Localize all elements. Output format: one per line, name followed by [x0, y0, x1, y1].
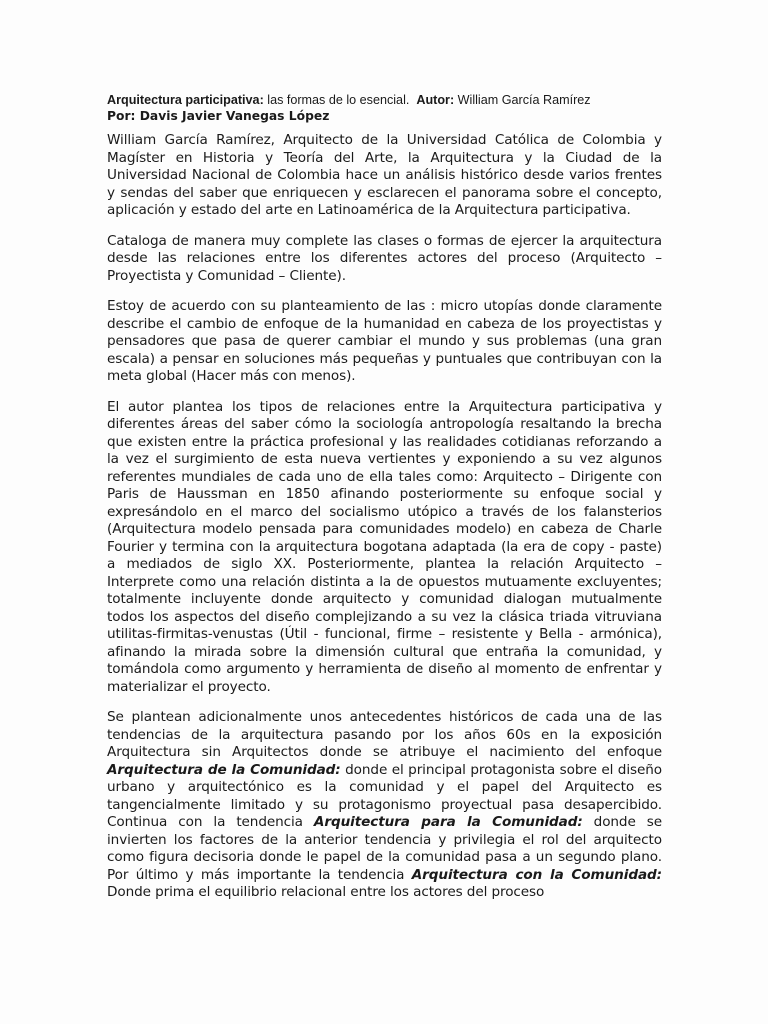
by-line: Por: Davis Javier Vanegas López — [107, 109, 330, 123]
paragraph-1: William García Ramírez, Arquitecto de la Universidad Católica de Colombia y Magíster en Historia y Teoría del Arte, la Arquitectura y la Ciudad de la Universidad Nacional de Colombia hace un análisis histórico desde varios frentes y sendas del saber que enriquecen y esclarecen el panorama sobre el concepto, aplicación y estado del arte en Latinoamérica de la Arquitectura participativa. — [107, 132, 662, 218]
paragraph-5 — [107, 709, 662, 902]
paragraph-5-text-3: donde se invierten los factores de la anterior tendencia y privilegia el rol del arquitecto como figura decisoria donde le papel de la comunidad pasa a un segundo plano. Por último y más importante la tendencia — [107, 814, 662, 883]
emphasis-arquitectura-para-la-comunidad: Arquitectura para la Comunidad: — [313, 814, 583, 830]
title-subtitle: las formas de lo esencial. — [263, 93, 410, 107]
paragraph-2: Cataloga de manera muy complete las clases o formas de ejercer la arquitectura desde las relaciones entre los diferentes actores del proceso (Arquitecto – Proyectista y Comunidad – Cliente). — [107, 232, 662, 284]
emphasis-arquitectura-de-la-comunidad: Arquitectura de la Comunidad: — [107, 761, 341, 778]
document-page — [107, 92, 662, 915]
title-bold: Arquitectura participativa: — [107, 93, 264, 107]
document-header — [107, 92, 662, 124]
paragraph-5-text-2: donde el principal protagonista sobre el diseño urbano y arquitectónico es la comunidad y el papel del Arquitecto es tangencialmente limitado y su protagonismo proyectual pasa desapercibido. Continua con la tendencia — [107, 761, 662, 830]
paragraph-4: El autor plantea los tipos de relaciones entre la Arquitectura participativa y diferentes áreas del saber cómo la sociología antropología resaltando la brecha que existen entre la práctica profesional y las realidades cotidianas reforzando a la vez el surgimiento de esta nueva vertientes y exponiendo a su vez algunos referentes mundiales de cada uno de ella tales como: Arquitecto – Dirigente con Paris de Haussman en 1850 afinando posteriormente su enfoque social y expresándolo en el marco del socialismo utópico a través de los falansterios (Arquitectura modelo pensada para comunidades modelo) en cabeza de Charle Fourier y termina con la arquitectura bogotana adaptada (la era de copy - paste) a mediados de siglo XX. Posteriormente, plantea la relación Arquitecto – Interprete como una relación distinta a la de opuestos mutuamente excluyentes; totalmente incluyente donde arquitecto y comunidad dialogan mutualmente todos los aspectos del diseño complejizando a su vez la clásica triada vitruviana utilitas-firmitas-venustas (Útil - funcional, firme – resistente y Bella - armónica), afinando la mirada sobre la dimensión cultural que entraña la comunidad, y tomándola como argumento y herramienta de diseño al momento de enfrentar y materializar el proyecto. — [107, 398, 662, 695]
paragraph-5-text-4: Donde prima el equilibrio relacional entre los actores del proceso — [107, 884, 545, 900]
author-name: William García Ramírez — [454, 93, 591, 107]
title-line — [107, 92, 662, 108]
author-label: Autor: — [416, 93, 455, 107]
paragraph-5-text-1: Se plantean adicionalmente unos antecedentes históricos de cada una de las tendencias de la arquitectura pasando por los años 60s en la exposición Arquitectura sin Arquitectos donde se atribuye el nacimiento del enfoque — [107, 709, 662, 760]
paragraph-3: Estoy de acuerdo con su planteamiento de las : micro utopías donde claramente describe el cambio de enfoque de la humanidad en cabeza de los proyectistas y pensadores que pasa de querer cambiar el mundo y sus problemas (una gran escala) a pensar en soluciones más pequeñas y puntuales que contribuyan con la meta global (Hacer más con menos). — [107, 298, 662, 384]
emphasis-arquitectura-con-la-comunidad: Arquitectura con la Comunidad: — [411, 866, 662, 883]
